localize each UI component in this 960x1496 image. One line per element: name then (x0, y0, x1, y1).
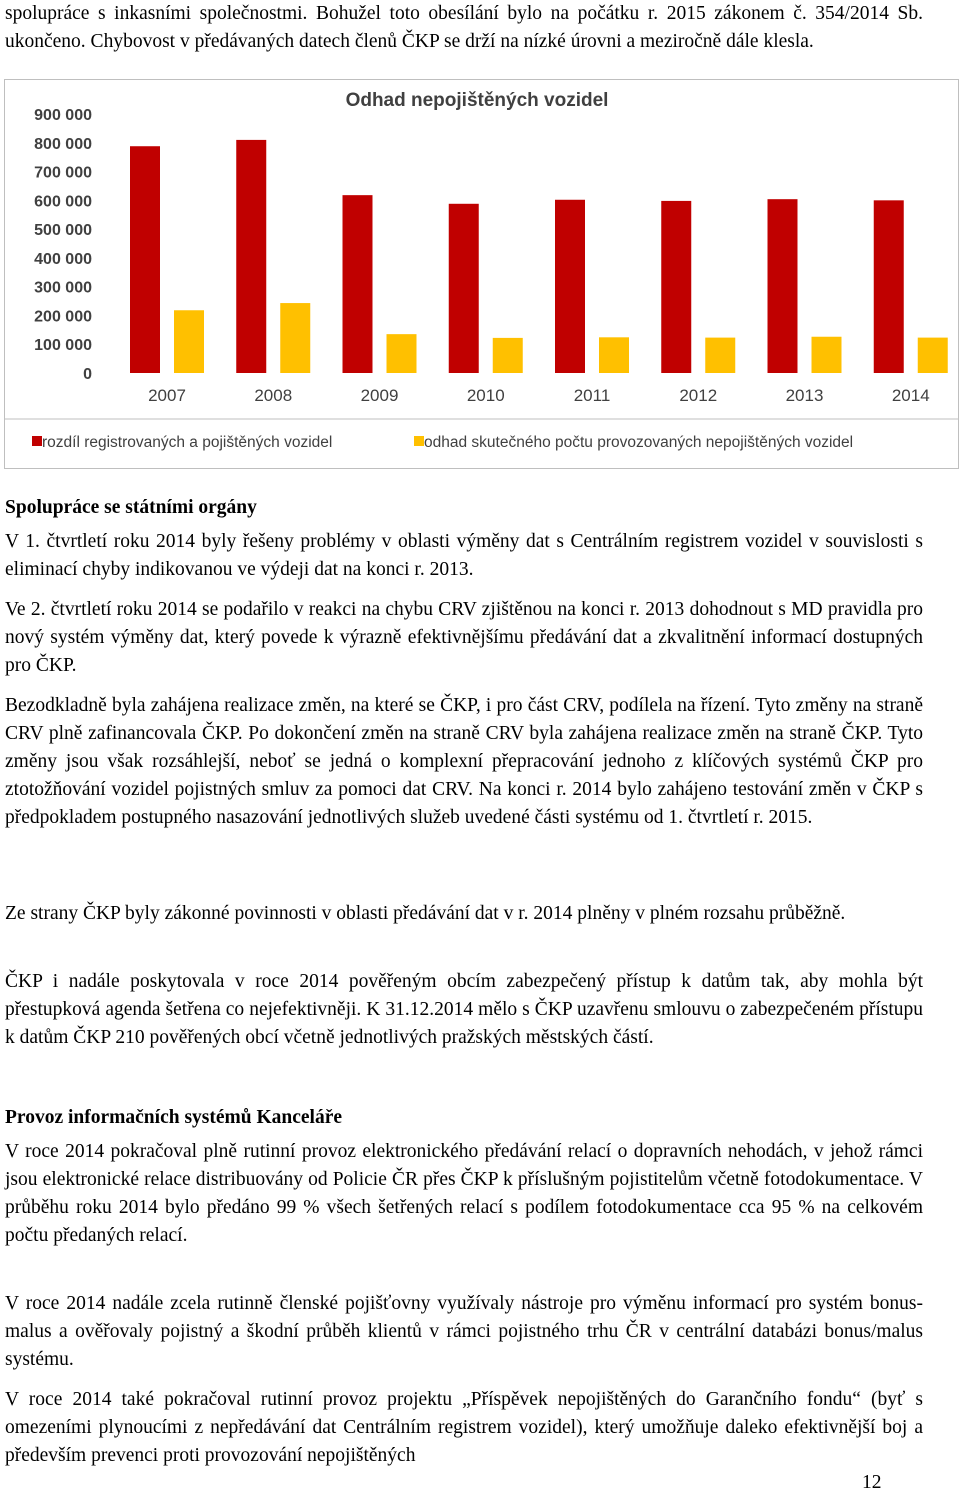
y-tick-label: 400 000 (34, 250, 92, 268)
uninsured-vehicles-chart (4, 79, 959, 469)
x-tick-label: 2011 (573, 386, 611, 405)
legend-swatch-uninsured (414, 436, 424, 446)
legend-swatch-registered (32, 436, 42, 446)
x-tick-label: 2013 (785, 386, 824, 405)
x-tick-label: 2009 (360, 386, 399, 405)
legend (32, 434, 853, 451)
paragraph-municipalities: ČKP i nadále poskytovala v roce 2014 pověřeným obcím zabezpečený přístup k datům tak, aby mohla být přestupková agenda šetřena co nejefektivněji. K 31.12.2014 mělo s ČKP uzavřenu smlouvu o zabezpečeném přístupu k datům ČKP 210 pověřených obcí včetně jednotlivých pražských městských částí. (5, 971, 923, 1048)
paragraph-changes: Bezodkladně byla zahájena realizace změn, na které se ČKP, i pro část CRV, podílela na řízení. Tyto změny na straně CRV plně zafinancovala ČKP. Po dokončení změn na straně CRV byla zahájena realizace změn na straně ČKP. Tyto změny jsou však rozsáhlejší, neboť se jedná o komplexní přepracování jednoho z klíčových systémů ČKP pro ztotožňování vozidel pojistných smluv za pomoci dat CRV. Na konci r. 2014 bylo zahájeno testování změn v ČKP s předpokladem postupného nasazování jednotlivých služeb uvedené části systému od 1. čtvrtletí r. 2015. (5, 695, 923, 828)
legend-label-registered: rozdíl registrovaných a pojištěných vozidel (42, 434, 333, 451)
x-tick-label: 2012 (679, 386, 718, 405)
bar-registered-2008 (236, 140, 266, 373)
section-heading-state-bodies: Spolupráce se státními orgány (5, 497, 257, 518)
x-tick-label: 2008 (254, 386, 293, 405)
y-tick-label: 100 000 (34, 337, 92, 355)
intro-paragraph: spolupráce s inkasními společnostmi. Bohužel toto obesílání bylo na počátku r. 2015 zákonem č. 354/2014 Sb. ukončeno. Chybovost v předávaných datech členů ČKP se drží na nízké úrovni a meziročně dále klesla. (5, 3, 923, 52)
y-tick-label: 0 (83, 366, 92, 383)
bar-uninsured-2013 (812, 337, 842, 373)
y-tick-label: 800 000 (34, 135, 92, 153)
paragraph-q1: V 1. čtvrtletí roku 2014 byly řešeny problémy v oblasti výměny dat s Centrálním registrem vozidel v souvislosti s eliminací chyby indikovanou ve výdeji dat na konci r. 2013. (5, 531, 923, 580)
legend-label-uninsured: odhad skutečného počtu provozovaných nepojištěných vozidel (424, 434, 854, 451)
x-tick-label: 2010 (466, 386, 505, 405)
bar-registered-2011 (555, 200, 585, 373)
section-heading-information-systems: Provoz informačních systémů Kanceláře (5, 1107, 343, 1128)
paragraph-bonus-malus: V roce 2014 nadále zcela rutinně členské pojišťovny využívaly nástroje pro výměnu informací pro systém bonus-malus a ověřovaly pojistný a škodní průběh klientů v rámci pojistného trhu ČR v centrální databázi bonus/malus systému. (5, 1293, 923, 1370)
y-tick-label: 700 000 (34, 164, 92, 182)
bar-uninsured-2012 (705, 338, 735, 373)
bar-uninsured-2009 (387, 334, 417, 373)
y-tick-label: 300 000 (34, 279, 92, 297)
y-tick-label: 500 000 (34, 222, 92, 240)
page-number: 12 (862, 1472, 882, 1493)
y-tick-label: 600 000 (34, 193, 92, 211)
bar-registered-2012 (661, 201, 691, 373)
bar-uninsured-2007 (174, 310, 204, 373)
x-tick-label: 2014 (891, 386, 930, 405)
y-tick-label: 200 000 (34, 308, 92, 326)
bar-uninsured-2014 (918, 338, 948, 373)
bar-registered-2007 (130, 146, 160, 373)
bar-uninsured-2010 (493, 338, 523, 373)
bar-registered-2013 (768, 199, 798, 373)
bar-uninsured-2011 (599, 337, 629, 373)
paragraph-obligations: Ze strany ČKP byly zákonné povinnosti v oblasti předávání dat v r. 2014 plněny v plném rozsahu průběžně. (5, 903, 846, 924)
bar-uninsured-2008 (280, 303, 310, 373)
y-tick-label: 900 000 (34, 107, 92, 124)
x-tick-label: 2007 (148, 386, 186, 405)
bar-registered-2009 (343, 195, 373, 373)
chart-title: Odhad nepojištěných vozidel (345, 90, 609, 111)
chart-svg (4, 79, 959, 469)
paragraph-guarantee-fund: V roce 2014 také pokračoval rutinní provoz projektu „Příspěvek nepojištěných do Garančního fondu“ (byť s omezeními plynoucími z nepředávání dat Centrálním registrem vozidel), který umožňuje daleko efektivnější boj a především prevenci proti provozování nepojištěných (5, 1389, 923, 1466)
paragraph-q2: Ve 2. čtvrtletí roku 2014 se podařilo v reakci na chybu CRV zjištěnou na konci r. 2013 dohodnout s MD pravidla pro nový systém výměny dat, který povede k výrazně efektivnějšímu předávání dat a zkvalitnění informací dostupných pro ČKP. (5, 599, 923, 676)
bar-registered-2014 (874, 200, 904, 373)
paragraph-accident-reports: V roce 2014 pokračoval plně rutinní provoz elektronického předávání relací o dopravních nehodách, v jehož rámci jsou elektronické relace distribuovány od Policie ČR přes ČKP k příslušným pojistitelům včetně fotodokumentace. V průběhu roku 2014 bylo předáno 99 % všech šetřených relací s podílem fotodokumentace cca 95 % na celkovém počtu předaných relací. (5, 1141, 923, 1246)
bar-registered-2010 (449, 204, 479, 373)
